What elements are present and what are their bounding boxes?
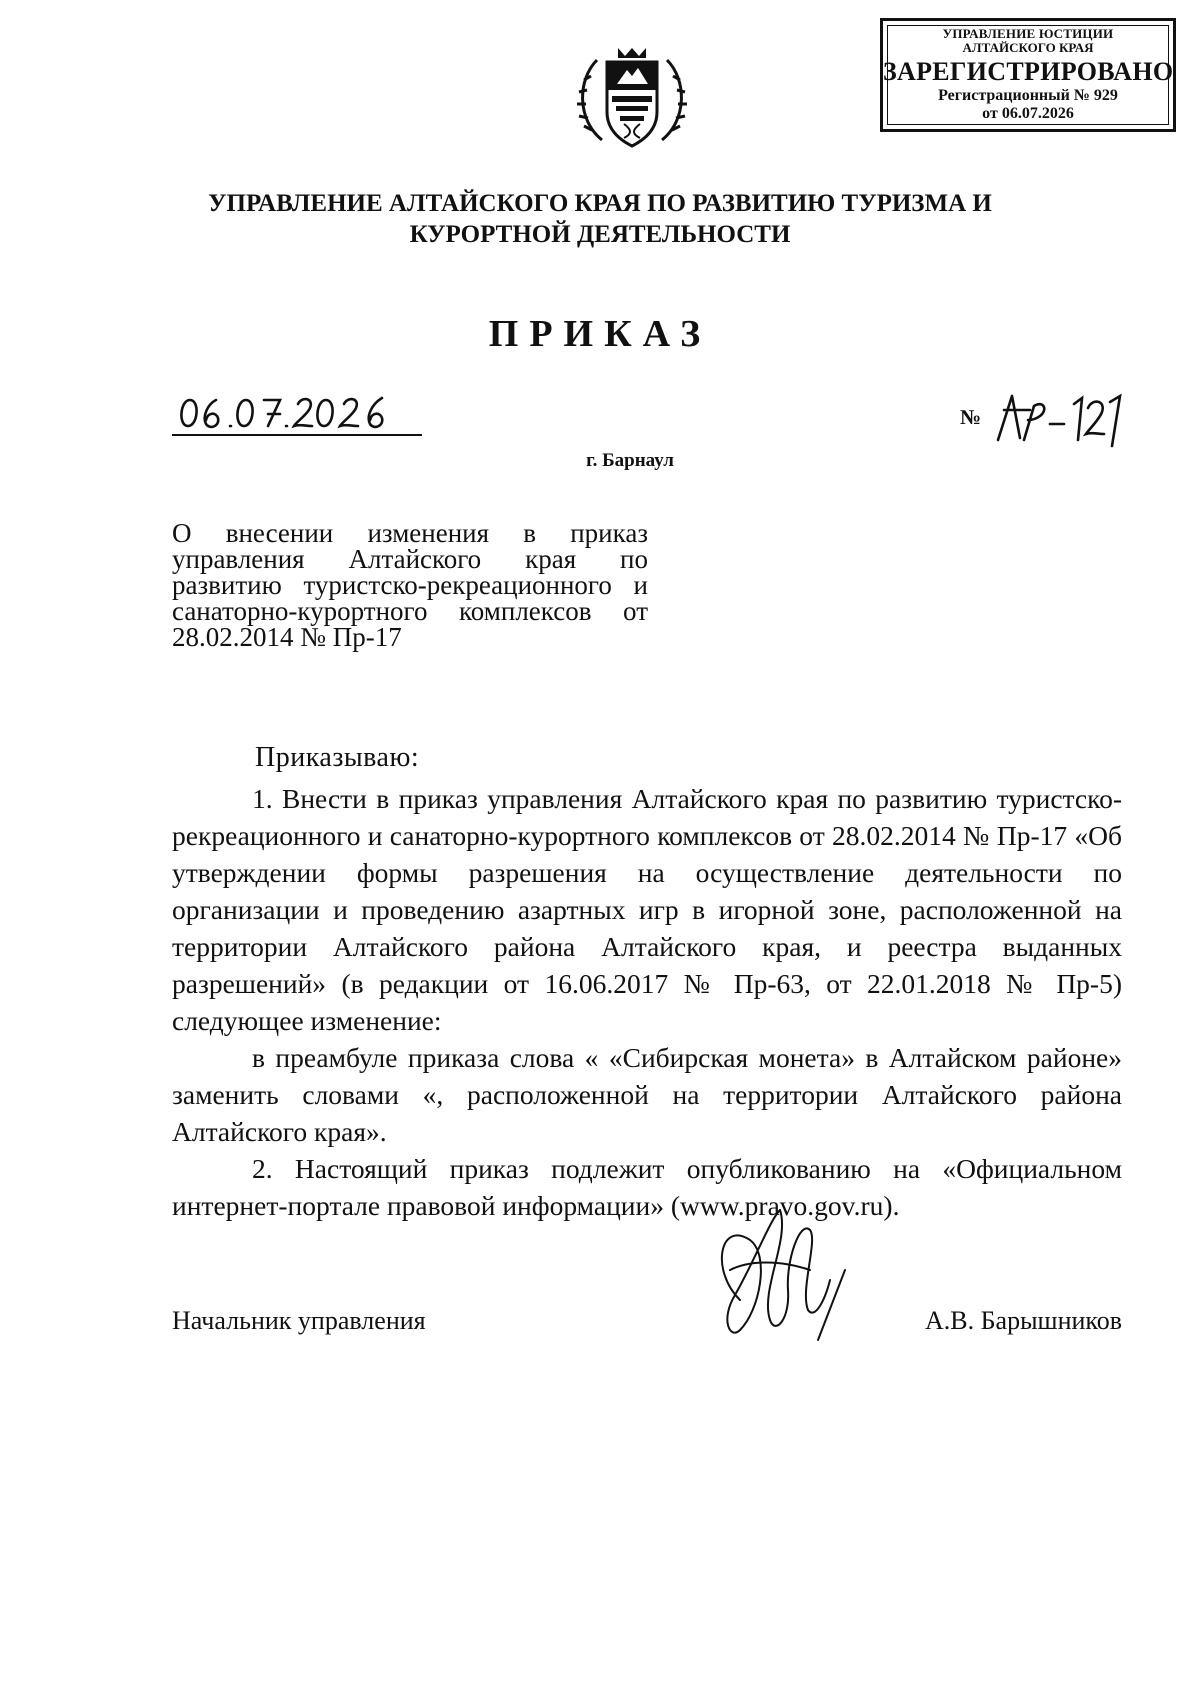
document-subject: О внесении изменения в приказ управления Алтайского края по развитию туристско-рекреационного и санаторно-курортного комплексов от 28.02.2014 № Пр-17: [172, 518, 648, 652]
date-underline: [172, 434, 422, 436]
stamp-status: ЗАРЕГИСТРИРОВАНО: [883, 57, 1174, 87]
stamp-reg-date: от 06.07.2026: [982, 105, 1074, 123]
document-type: ПРИКАЗ: [488, 313, 712, 355]
stamp-inner-border: [887, 25, 1169, 125]
signatory-name: А.В. Барышников: [925, 1306, 1122, 1335]
city: г. Барнаул: [586, 450, 674, 471]
paragraph-1: 1. Внести в приказ управления Алтайского края по развитию туристско-рекреационного и санаторно-курортного комплексов от 28.02.2014 № Пр-17 «Об утверждении формы разрешения на осуществление деятельности по организации и проведению азартных игр в игорной зоне, расположенной на территории Алтайского района Алтайского края, и реестра выданных разрешений» (в редакции от 16.06.2017 № Пр-63, от 22.01.2018 № Пр-5) следующее изменение:: [172, 783, 1122, 1036]
handwritten-date: [172, 386, 422, 436]
paragraph-3: 2. Настоящий приказ подлежит опубликованию на «Официальном интернет-портале правовой информации» (www.pravo.gov.ru).: [172, 1153, 1122, 1221]
signature-icon: [700, 1200, 860, 1350]
order-intro: Приказываю:: [255, 742, 420, 773]
document-body: [172, 780, 1122, 1224]
stamp-line-1: УПРАВЛЕНИЕ ЮСТИЦИИ: [942, 26, 1114, 41]
stamp-line-2: АЛТАЙСКОГО КРАЯ: [962, 39, 1094, 55]
agency-name: УПРАВЛЕНИЕ АЛТАЙСКОГО КРАЯ ПО РАЗВИТИЮ ТУРИЗМА И КУРОРТНОЙ ДЕЯТЕЛЬНОСТИ: [208, 190, 992, 248]
registration-stamp: [880, 18, 1176, 132]
coat-of-arms-icon: [572, 40, 692, 160]
handwritten-number: [990, 388, 1130, 448]
number-label: №: [960, 405, 982, 429]
stamp-reg-number: Регистрационный № 929: [938, 86, 1118, 104]
signatory-title: Начальник управления: [172, 1306, 426, 1335]
paragraph-2: в преамбуле приказа слова « «Сибирская монета» в Алтайском районе» заменить словами «, расположенной на территории Алтайского района Алтайского края».: [172, 1042, 1122, 1147]
